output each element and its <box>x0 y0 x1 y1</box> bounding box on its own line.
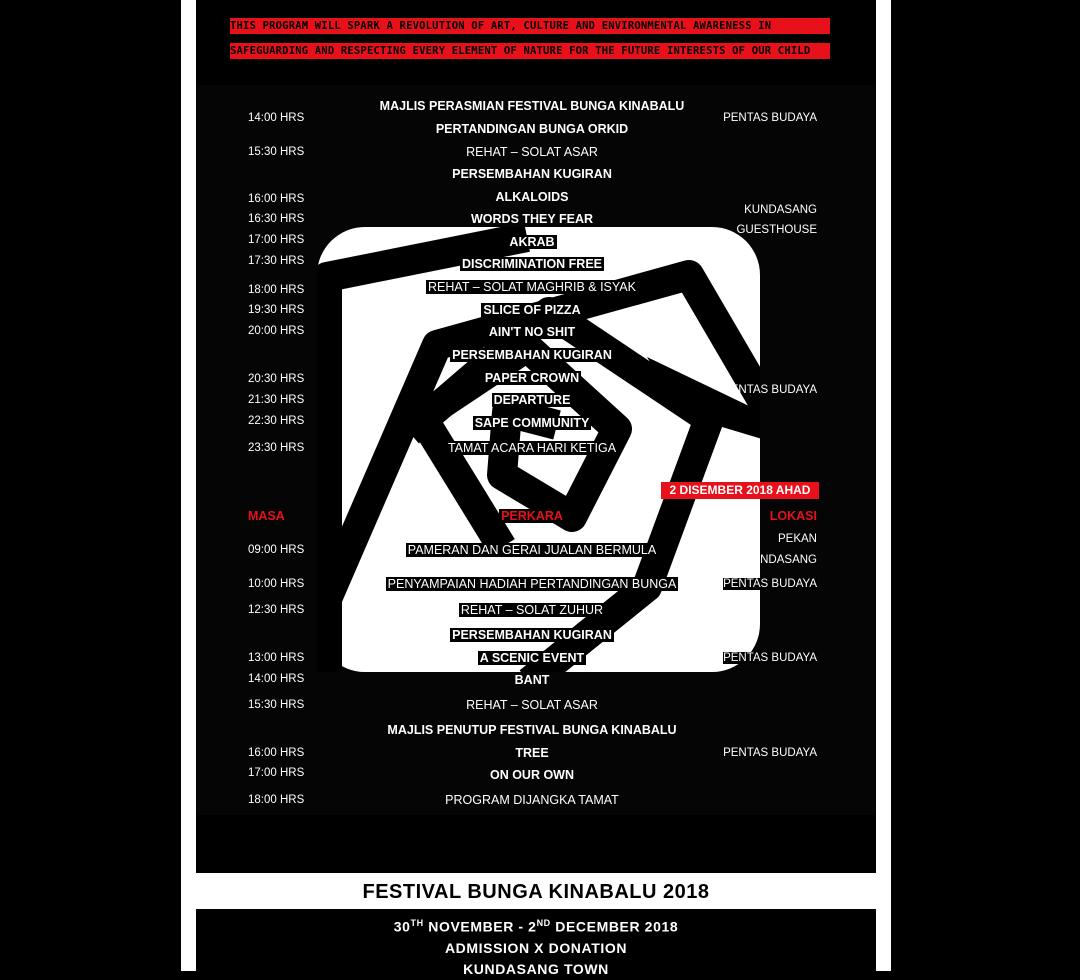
venue-text: KUNDASANG TOWN <box>463 960 609 977</box>
festival-dates: 30TH NOVEMBER - 2ND DECEMBER 2018 <box>393 918 679 935</box>
time-cell: 17:00 HRS <box>248 767 305 779</box>
time-cell: 14:00 HRS <box>248 112 305 124</box>
time-cell: 14:00 HRS <box>248 673 305 685</box>
event-band-performance: PERSEMBAHAN KUGIRAN <box>452 628 612 642</box>
time-cell: 16:00 HRS <box>248 193 305 205</box>
location-cell: KUNDASANG <box>744 554 817 566</box>
event-program-end: PROGRAM DIJANGKA TAMAT <box>445 793 619 807</box>
time-cell: 15:30 HRS <box>248 699 305 711</box>
time-cell: 20:30 HRS <box>248 373 305 385</box>
event-a-scenic-event: A SCENIC EVENT <box>479 651 585 665</box>
time-cell: 21:30 HRS <box>248 394 305 406</box>
location-cell: PENTAS BUDAYA <box>723 384 817 396</box>
location-cell: PENTAS BUDAYA <box>723 112 817 124</box>
poster-footer <box>196 909 876 977</box>
event-break-asar: REHAT – SOLAT ASAR <box>466 698 598 712</box>
event-break-asar: REHAT – SOLAT ASAR <box>466 145 598 159</box>
event-akrab: AKRAB <box>509 235 555 249</box>
time-cell: 16:30 HRS <box>248 213 305 225</box>
event-words-they-fear: WORDS THEY FEAR <box>471 212 593 226</box>
event-break-maghrib: REHAT – SOLAT MAGHRIB & ISYAK <box>428 280 636 294</box>
time-cell: 22:30 HRS <box>248 415 305 427</box>
event-discrimination-free: DISCRIMINATION FREE <box>461 257 603 271</box>
event-day3-end: TAMAT ACARA HARI KETIGA <box>447 441 617 455</box>
event-on-our-own: ON OUR OWN <box>489 768 575 782</box>
time-cell: 23:30 HRS <box>248 442 305 454</box>
event-bant: BANT <box>514 673 550 687</box>
event-departure: DEPARTURE <box>493 393 571 407</box>
banner-line-2: SAFEGUARDING AND RESPECTING EVERY ELEMENT OF NATURE FOR THE FUTURE INTERESTS OF OUR CHILD <box>230 43 830 59</box>
header-time: MASA <box>248 509 285 523</box>
event-alkaloids: ALKALOIDS <box>495 190 569 204</box>
location-cell: PENTAS BUDAYA <box>723 578 817 590</box>
event-band-performance: PERSEMBAHAN KUGIRAN <box>452 348 612 362</box>
time-cell: 12:30 HRS <box>248 604 305 616</box>
time-cell: 10:00 HRS <box>248 578 305 590</box>
header-event: PERKARA <box>501 509 563 523</box>
event-aint-no-shit: AIN'T NO SHIT <box>488 325 576 339</box>
event-sape-community: SAPE COMMUNITY <box>474 416 590 430</box>
event-closing-ceremony: MAJLIS PENUTUP FESTIVAL BUNGA KINABALU <box>387 723 677 737</box>
time-cell: 18:00 HRS <box>248 794 305 806</box>
time-cell: 16:00 HRS <box>248 747 305 759</box>
location-cell: GUESTHOUSE <box>736 224 817 236</box>
time-cell: 17:30 HRS <box>248 255 305 267</box>
time-cell: 09:00 HRS <box>248 544 305 556</box>
time-cell: 18:00 HRS <box>248 284 305 296</box>
event-paper-crown: PAPER CROWN <box>484 371 580 385</box>
time-cell: 15:30 HRS <box>248 146 305 158</box>
event-break-zuhur: REHAT – SOLAT ZUHUR <box>460 603 604 617</box>
location-cell: PENTAS BUDAYA <box>723 652 817 664</box>
admission-text: ADMISSION X DONATION <box>444 939 628 956</box>
event-tree: TREE <box>515 746 549 760</box>
event-prize-giving: PENYAMPAIAN HADIAH PERTANDINGAN BUNGA <box>387 577 677 591</box>
location-cell: PEKAN <box>778 533 817 545</box>
header-location: LOKASI <box>769 509 817 523</box>
event-band-performance: PERSEMBAHAN KUGIRAN <box>452 167 612 181</box>
time-cell: 20:00 HRS <box>248 325 305 337</box>
location-cell: PENTAS BUDAYA <box>723 747 817 759</box>
event-exhibition-start: PAMERAN DAN GERAI JUALAN BERMULA <box>407 543 657 557</box>
time-cell: 19:30 HRS <box>248 304 305 316</box>
festival-poster <box>196 0 876 873</box>
banner-line-1: THIS PROGRAM WILL SPARK A REVOLUTION OF ART, CULTURE AND ENVIRONMENTAL AWARENESS IN <box>230 18 830 34</box>
location-cell: KUNDASANG <box>744 204 817 216</box>
time-cell: 13:00 HRS <box>248 652 305 664</box>
time-cell: 17:00 HRS <box>248 234 305 246</box>
festival-title: FESTIVAL BUNGA KINABALU 2018 <box>196 875 876 909</box>
event-opening-ceremony: MAJLIS PERASMIAN FESTIVAL BUNGA KINABALU <box>379 99 685 113</box>
event-orchid-competition: PERTANDINGAN BUNGA ORKID <box>435 122 629 136</box>
day4-date-badge: 2 DISEMBER 2018 AHAD <box>661 482 819 499</box>
event-slice-of-pizza: SLICE OF PIZZA <box>483 303 581 317</box>
